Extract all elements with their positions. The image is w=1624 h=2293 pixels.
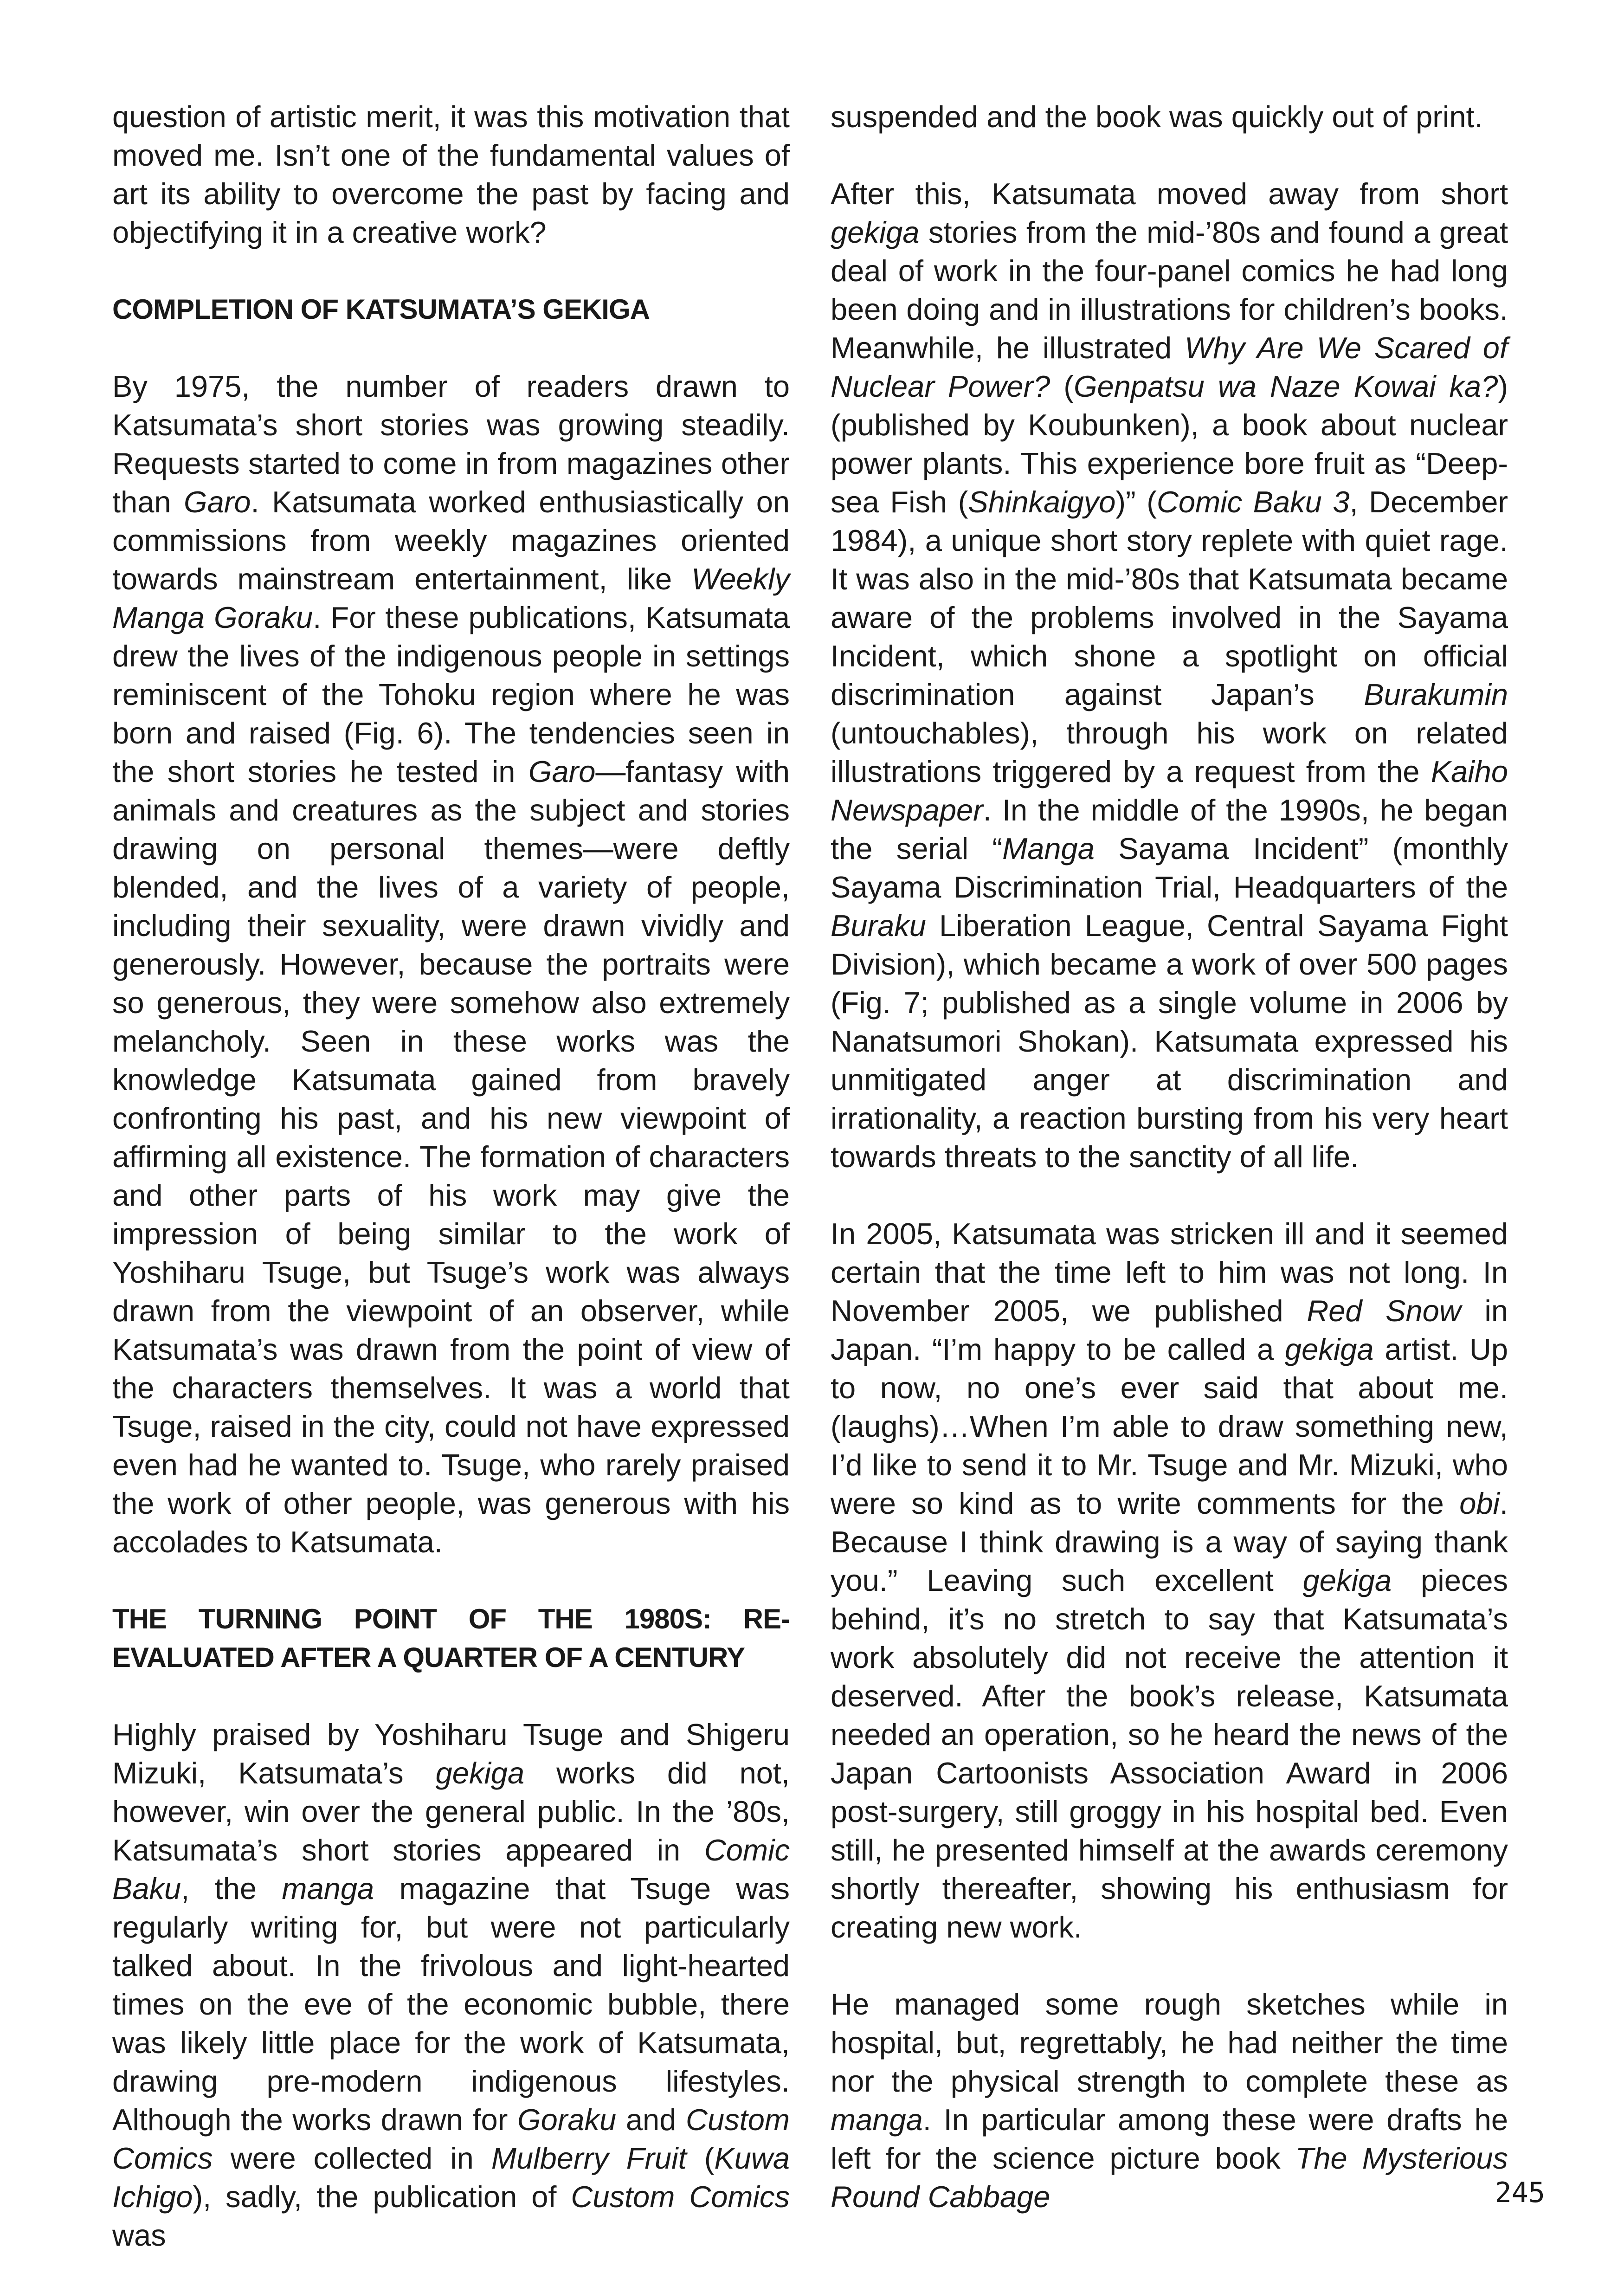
text-run: suspended and the book was quickly out of print. [831,100,1483,134]
italic-text: Kuwa Ichigo [112,2141,790,2214]
text-run: —fantasy with animals and creatures as the subject and stories drawing on personal themes—were deftly blended, and the lives of a variety of people, including their sexuality, were drawn vividly and generously. However, because the portraits were so generous, they were somehow also extremely melancholy. Seen in these works was the knowledge Katsumata gained from bravely confronting his past, and his new viewpoint of affirming all existence. The formation of characters and other parts of his work may give the impression of being similar to the work of Yoshiharu Tsuge, but Tsuge’s work was always drawn from the viewpoint of an observer, while Katsumata’s was drawn from the point of view of the characters themselves. It was a world that Tsuge, raised in the city, could not have expressed even had he wanted to. Tsuge, who rarely praised the work of other people, was generous with his accolades to Katsumata. [112,755,790,1559]
italic-text: Custom Comics [112,2103,790,2175]
italic-text: Buraku [831,909,926,943]
italic-text: manga [831,2103,923,2137]
left-column [112,97,790,2293]
text-run: question of artistic merit, it was this motivation that moved me. Isn’t one of the fundamental values of art its ability to overcome the past by facing and objectifying it in a creative work? [112,100,790,249]
paragraph [831,1985,1508,2216]
text-run: ( [686,2141,715,2175]
right-column [831,97,1508,2254]
paragraph [831,174,1508,1176]
italic-text: Custom Comics [571,2180,790,2214]
italic-text: Genpatsu wa Naze Kowai ka? [1073,369,1498,403]
text-run: works did not, however, win over the general public. In the ’80s, Katsumata’s short stories appeared in [112,1756,790,1867]
section-heading: COMPLETION OF KATSUMATA’S GEKIGA [112,294,650,325]
text-run: were collected in [213,2141,491,2175]
paragraph [831,1214,1508,1946]
text-run: . Because I think drawing is a way of saying thank you.” Leaving such excellent [831,1486,1508,1597]
italic-text: Garo [184,485,251,519]
text-run: pieces behind, it’s no stretch to say that Katsumata’s work absolutely did not receive the attention it deserved. After the book’s release, Katsumata needed an operation, so he heard the news of the Japan Cartoonists Association Award in 2006 post-surgery, still groggy in his hospital bed. Even still, he presented himself at the awards ceremony shortly thereafter, showing his enthusiasm for creating new work. [831,1563,1508,1944]
paragraph [112,97,790,252]
italic-text: Why Are We Scared of Nuclear Power? [831,331,1508,403]
text-run: ), sadly, the publication of [193,2180,571,2214]
italic-text: Weekly Manga Goraku [112,562,790,634]
section-heading: THE TURNING POINT OF THE 1980S: RE-EVALUATED AFTER A QUARTER OF A CENTURY [112,1603,790,1673]
text-run: ) (published by Koubunken), a book about nuclear power plants. This experience bore fruit as “Deep-sea Fish ( [831,369,1508,519]
text-run: . In particular among these were drafts he left for the science picture book [831,2103,1508,2175]
italic-text: Mulberry Fruit [491,2141,687,2175]
page-number: 245 [1495,2177,1545,2209]
text-run: )” ( [1115,485,1157,519]
text-run: Sayama Incident” (monthly Sayama Discrimination Trial, Headquarters of the [831,832,1508,904]
italic-text: Garo [528,755,596,788]
italic-text: Kaiho Newspaper [831,755,1508,827]
text-run: was [112,2218,166,2252]
text-run: . In the middle of the 1990s, he began the serial “ [831,793,1508,866]
italic-text: Comic Baku 3 [1156,485,1350,519]
italic-text: gekiga [1285,1332,1374,1366]
text-run: In 2005, Katsumata was stricken ill and it seemed certain that the time left to him was not long. In November 2005, we published [831,1217,1508,1328]
text-run: ( [1050,369,1074,403]
italic-text: Shinkaigyo [968,485,1116,519]
paragraph [112,1715,790,2254]
paragraph [112,367,790,1561]
text-run: After this, Katsumata moved away from short [831,177,1508,211]
italic-text: gekiga [1302,1563,1392,1597]
paragraph [831,97,1508,136]
text-run: . Katsumata worked enthusiastically on commissions from weekly magazines oriented towards mainstream entertainment, like [112,485,790,596]
italic-text: Comic Baku [112,1833,790,1905]
italic-text: gekiga [435,1756,525,1790]
text-run: . For these publications, Katsumata drew the lives of the indigenous people in settings reminiscent of the Tohoku region where he was born and raised (Fig. 6). The tendencies seen in the short stories he tested in [112,601,790,788]
text-run: magazine that Tsuge was regularly writing for, but were not particularly talked about. In the frivolous and light-hearted times on the eve of the economic bubble, there was likely little place for the work of Katsumata, drawing pre-modern indigenous lifestyles. Although the works drawn for [112,1872,790,2137]
italic-text: gekiga [831,215,920,249]
text-run: artist. Up to now, no one’s ever said that about me. (laughs)…When I’m able to draw something new, I’d like to send it to Mr. Tsuge and Mr. Mizuki, who were so kind as to write comments for the [831,1332,1508,1520]
italic-text: The Mysterious Round Cabbage [831,2141,1508,2214]
italic-text: Red Snow [1307,1294,1461,1328]
italic-text: Goraku [517,2103,617,2137]
text-run: , December 1984), a unique short story replete with quiet rage. It was also in the mid-’80s that Katsumata became aware of the problems involved in the Sayama Incident, which shone a spotlight on official discrimination against Japan’s [831,485,1508,711]
text-run: By 1975, the number of readers drawn to Katsumata’s short stories was growing steadily. Requests started to come in from magazines other than [112,369,790,519]
italic-text: manga [282,1872,374,1905]
text-run: and [616,2103,686,2137]
text-run: Liberation League, Central Sayama Fight Division), which became a work of over 500 pages (Fig. 7; published as a single volume in 2006 by Nanatsumori Shokan). Katsumata expressed his unmitigated anger at discrimination and irrationality, a reaction bursting from his very heart towards threats to the sanctity of all life. [831,909,1508,1174]
italic-text: Burakumin [1364,678,1508,711]
text-run: , the [181,1872,282,1905]
text-run: He managed some rough sketches while in hospital, but, regrettably, he had neither the time nor the physical strength to complete these as [831,1987,1508,2098]
italic-text: obi [1459,1486,1500,1520]
text-run: stories from the mid-’80s and found a great deal of work in the four-panel comics he had long been doing and in illustrations for children’s books. Meanwhile, he illustrated [831,215,1508,365]
text-run: in Japan. “I’m happy to be called a [831,1294,1508,1366]
text-run: (untouchables), through his work on related illustrations triggered by a request from the [831,716,1508,788]
text-run: Highly praised by Yoshiharu Tsuge and Shigeru Mizuki, Katsumata’s [112,1718,790,1790]
italic-text: Manga [1002,832,1095,866]
